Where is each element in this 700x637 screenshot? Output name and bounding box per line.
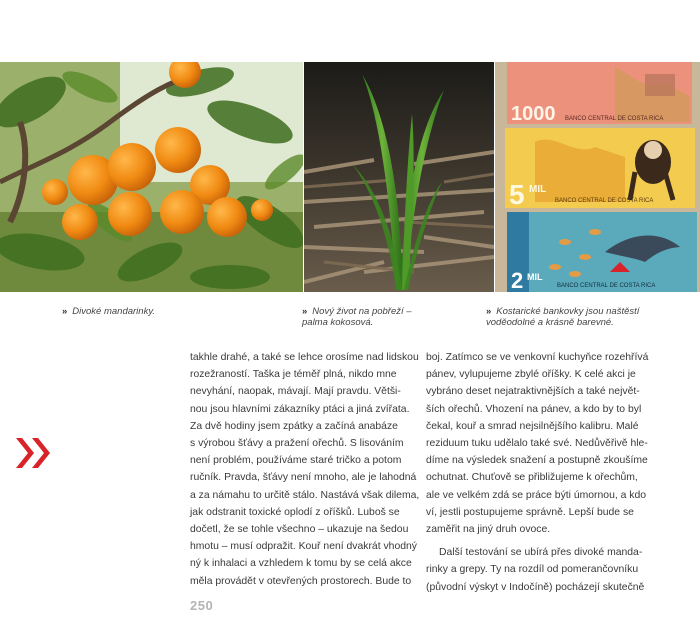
paragraph xyxy=(426,349,649,538)
caption-wild-mandarins xyxy=(62,306,262,317)
banknote-2000 xyxy=(507,212,697,292)
text-line: čekal, kouř a smrad nejsilnějšího kalibru. Malé xyxy=(426,420,639,432)
note-5000-unit: MIL xyxy=(529,184,547,195)
note-1000-value: 1000 xyxy=(511,103,556,125)
photo-wild-mandarins xyxy=(0,62,303,292)
text-column-left xyxy=(190,349,420,590)
text-line: Za dvě hodiny jsem zpátky a začíná anabáze xyxy=(190,420,398,432)
caption-text: Divoké mandarinky. xyxy=(72,306,156,317)
text-line: měla provádět v otevřených prostorech. Bude to xyxy=(190,575,412,587)
caption-marker-icon: » xyxy=(62,306,68,317)
caption-text-line-2: voděodolné a krásně barevné. xyxy=(486,317,614,328)
caption-marker-icon: » xyxy=(302,306,308,317)
text-line: zaměřit na jiný druh ovoce. xyxy=(426,524,551,536)
paragraph xyxy=(426,544,649,596)
page-number: 250 xyxy=(190,598,214,613)
text-line: ví, jestli postupujeme správně. Lepší bude se xyxy=(426,506,634,518)
caption-text-line-1: Nový život na pobřeží – xyxy=(312,306,412,317)
caption-banknotes xyxy=(486,306,686,328)
text-line: ochutnat. Chuťově se přibližujeme k ořechům, xyxy=(426,472,638,484)
text-line: (původní výskyt v Indočíně) pocházejí skutečně xyxy=(426,581,645,593)
text-line: není problém, používáme staré tričko a potom xyxy=(190,455,402,467)
text-line: pánev, vylupujeme zbylé oříšky. K celé akci je xyxy=(426,369,636,381)
text-line: díme na výsledek snažení a postupně zkoušíme xyxy=(426,455,648,467)
text-line: nevyhání, naopak, mávají. Mají pravdu. Větši- xyxy=(190,386,401,398)
text-line: rozežraností. Taška je téměř plná, nikdo mne xyxy=(190,369,397,381)
paragraph xyxy=(190,349,420,590)
banknote-5000 xyxy=(505,128,695,210)
text-line: ný k inhalaci a vzhledem k tomu by se celá akce xyxy=(190,558,412,570)
text-line: vybráno deset nejatraktivnějších a také největ- xyxy=(426,386,640,398)
banknote-1000 xyxy=(507,62,692,125)
text-line: a za námahu to určitě stálo. Nastává však dilema, xyxy=(190,489,420,501)
note-1000-bank: BANCO CENTRAL DE COSTA RICA xyxy=(565,116,664,122)
text-line: jak odstranit toxické oplodí z oříšků. Luboš se xyxy=(190,506,400,518)
photo-costa-rican-banknotes xyxy=(495,62,700,292)
caption-text-line-2: palma kokosová. xyxy=(302,317,374,328)
note-2000-bank: BANCO CENTRAL DE COSTA RICA xyxy=(557,283,656,289)
note-5000-value: 5 xyxy=(509,179,525,210)
text-line: Další testování se ubírá přes divoké manda- xyxy=(439,547,643,559)
caption-text-line-1: Kostarické bankovky jsou naštěstí xyxy=(496,306,640,317)
text-line: boj. Zatímco se ve venkovní kuchyňce rozehřívá xyxy=(426,352,649,363)
text-line: nou jsou hlavními zákazníky ptáci a jiná zvířata. xyxy=(190,403,410,415)
note-2000-value: 2 xyxy=(511,268,524,292)
text-line: dočetl, že se tohle všechno – ukazuje na šedou xyxy=(190,524,409,536)
photo-coconut-seedling xyxy=(304,62,494,292)
text-column-right xyxy=(426,349,649,596)
note-2000-unit: MIL xyxy=(527,272,543,282)
text-line: ale ve velkém zdá se práce býti úmornou, a kdo xyxy=(426,489,647,501)
text-line: reziduum tuku udělalo také své. Nedůvěřivě hle- xyxy=(426,438,648,450)
double-chevron-icon xyxy=(14,436,54,470)
text-line: ručník. Pravda, šťávy není mnoho, ale je lahodná xyxy=(190,472,417,484)
text-line: hmotu – musí odpražit. Kouř není dvakrát vhodný xyxy=(190,541,417,553)
caption-coconut-seedling xyxy=(302,306,452,328)
caption-marker-icon: » xyxy=(486,306,492,317)
note-5000-bank: BANCO CENTRAL DE COSTA RICA xyxy=(555,198,654,204)
text-line: ších ořechů. Vhození na pánev, a kdo by to byl xyxy=(426,403,642,415)
text-line: s výrobou šťávy a pražení ořechů. S lisováním xyxy=(190,438,404,450)
text-line: rinky a grepy. Ty na rozdíl od pomerančovníku xyxy=(426,564,639,576)
text-line: takhle drahé, a také se lehce orosíme nad lidskou xyxy=(190,352,419,363)
